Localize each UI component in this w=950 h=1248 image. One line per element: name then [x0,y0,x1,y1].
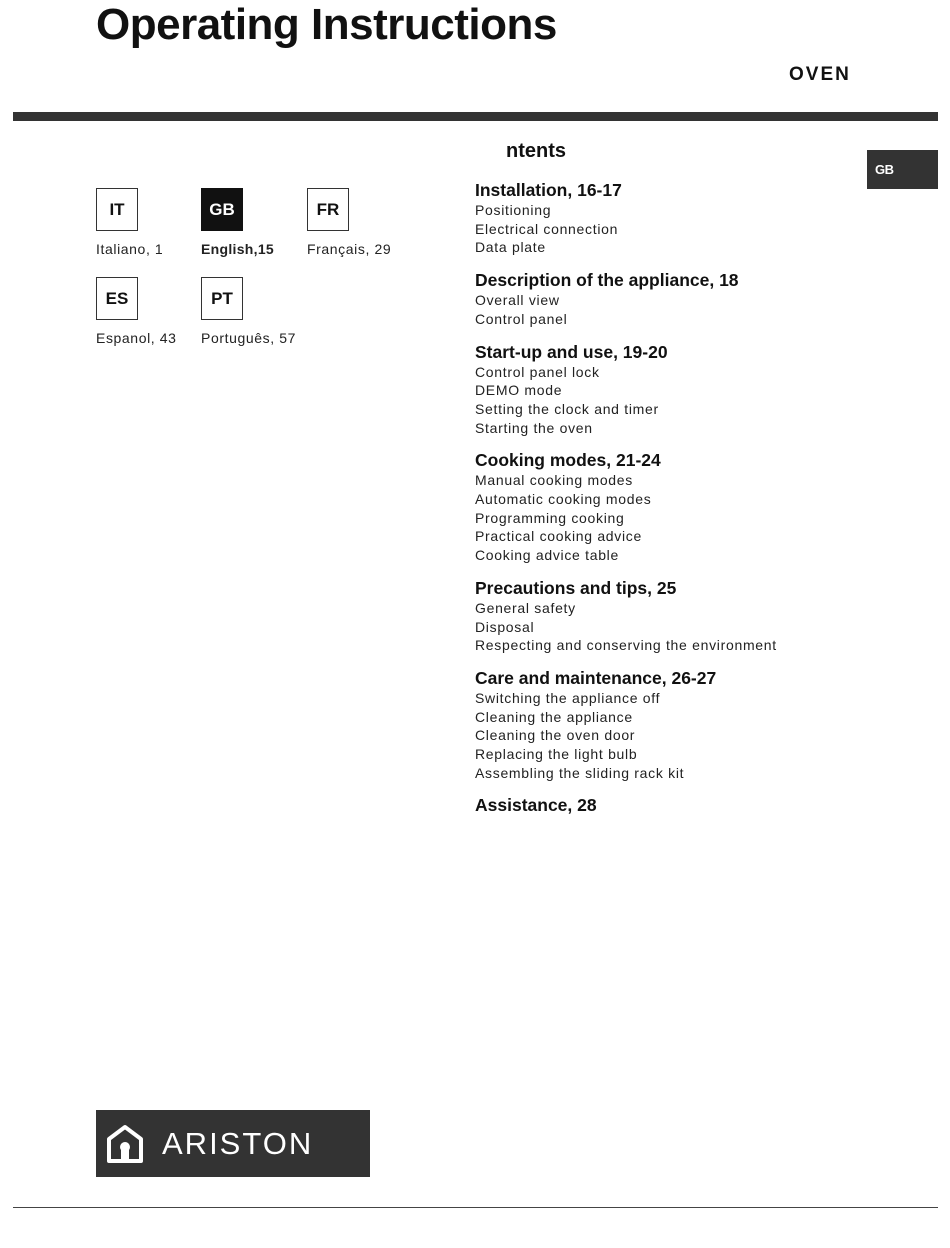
language-code-box: FR [307,188,349,231]
brand-logo [96,1110,370,1177]
toc-item[interactable]: DEMO mode [475,382,563,399]
brand-name: ARISTON [162,1125,314,1161]
toc-item[interactable]: Electrical connection [475,220,619,237]
toc-item[interactable]: Respecting and conserving the environment [475,637,777,654]
toc-item[interactable]: Data plate [475,239,546,256]
toc-item[interactable]: Manual cooking modes [475,472,633,489]
toc-item[interactable]: Programming cooking [475,509,625,526]
toc-item[interactable]: Starting the oven [475,419,593,436]
toc-section [475,577,855,655]
contents-heading: ntents [506,140,566,162]
toc-section [475,449,855,565]
language-caption: Espanol, 43 [96,330,177,346]
footer-divider [13,1207,938,1208]
table-of-contents [475,179,855,828]
language-fr[interactable] [307,188,447,257]
language-caption: Français, 29 [307,241,392,257]
toc-section [475,667,855,783]
language-code-box: IT [96,188,138,231]
toc-item[interactable]: Cleaning the appliance [475,708,633,725]
toc-item[interactable]: Disposal [475,618,535,635]
toc-section [475,794,855,816]
product-label: OVEN [789,64,851,85]
language-side-tab: GB [867,150,938,189]
page-title: Operating Instructions [96,0,557,49]
toc-item[interactable]: Control panel [475,310,568,327]
toc-section-title[interactable]: Description of the appliance, 18 [475,270,739,291]
toc-item[interactable]: Cooking advice table [475,547,619,564]
toc-item[interactable]: Control panel lock [475,363,600,380]
toc-section-title[interactable]: Start-up and use, 19-20 [475,341,668,362]
toc-section [475,179,855,257]
language-code-box: GB [201,188,243,231]
toc-section-title[interactable]: Care and maintenance, 26-27 [475,667,717,688]
language-code-box: PT [201,277,243,320]
header-divider [13,112,938,121]
language-caption: Português, 57 [201,330,296,346]
toc-item[interactable]: Practical cooking advice [475,528,642,545]
toc-item[interactable]: Cleaning the oven door [475,727,636,744]
toc-item[interactable]: Assembling the sliding rack kit [475,764,685,781]
toc-item[interactable]: General safety [475,599,576,616]
house-logo-icon [106,1124,144,1164]
toc-section-title[interactable]: Cooking modes, 21-24 [475,450,661,471]
toc-section [475,341,855,438]
language-caption: English,15 [201,241,275,257]
toc-section [475,269,855,328]
toc-section-title[interactable]: Assistance, 28 [475,795,597,816]
toc-item[interactable]: Replacing the light bulb [475,746,638,763]
language-pt[interactable] [201,277,341,346]
toc-section-title[interactable]: Installation, 16-17 [475,180,622,200]
toc-item[interactable]: Switching the appliance off [475,689,661,706]
language-code-box: ES [96,277,138,320]
toc-item[interactable]: Overall view [475,292,560,309]
toc-section-title[interactable]: Precautions and tips, 25 [475,577,677,598]
toc-item[interactable]: Automatic cooking modes [475,491,652,508]
toc-item[interactable]: Positioning [475,202,552,218]
toc-item[interactable]: Setting the clock and timer [475,400,659,417]
language-caption: Italiano, 1 [96,241,164,257]
